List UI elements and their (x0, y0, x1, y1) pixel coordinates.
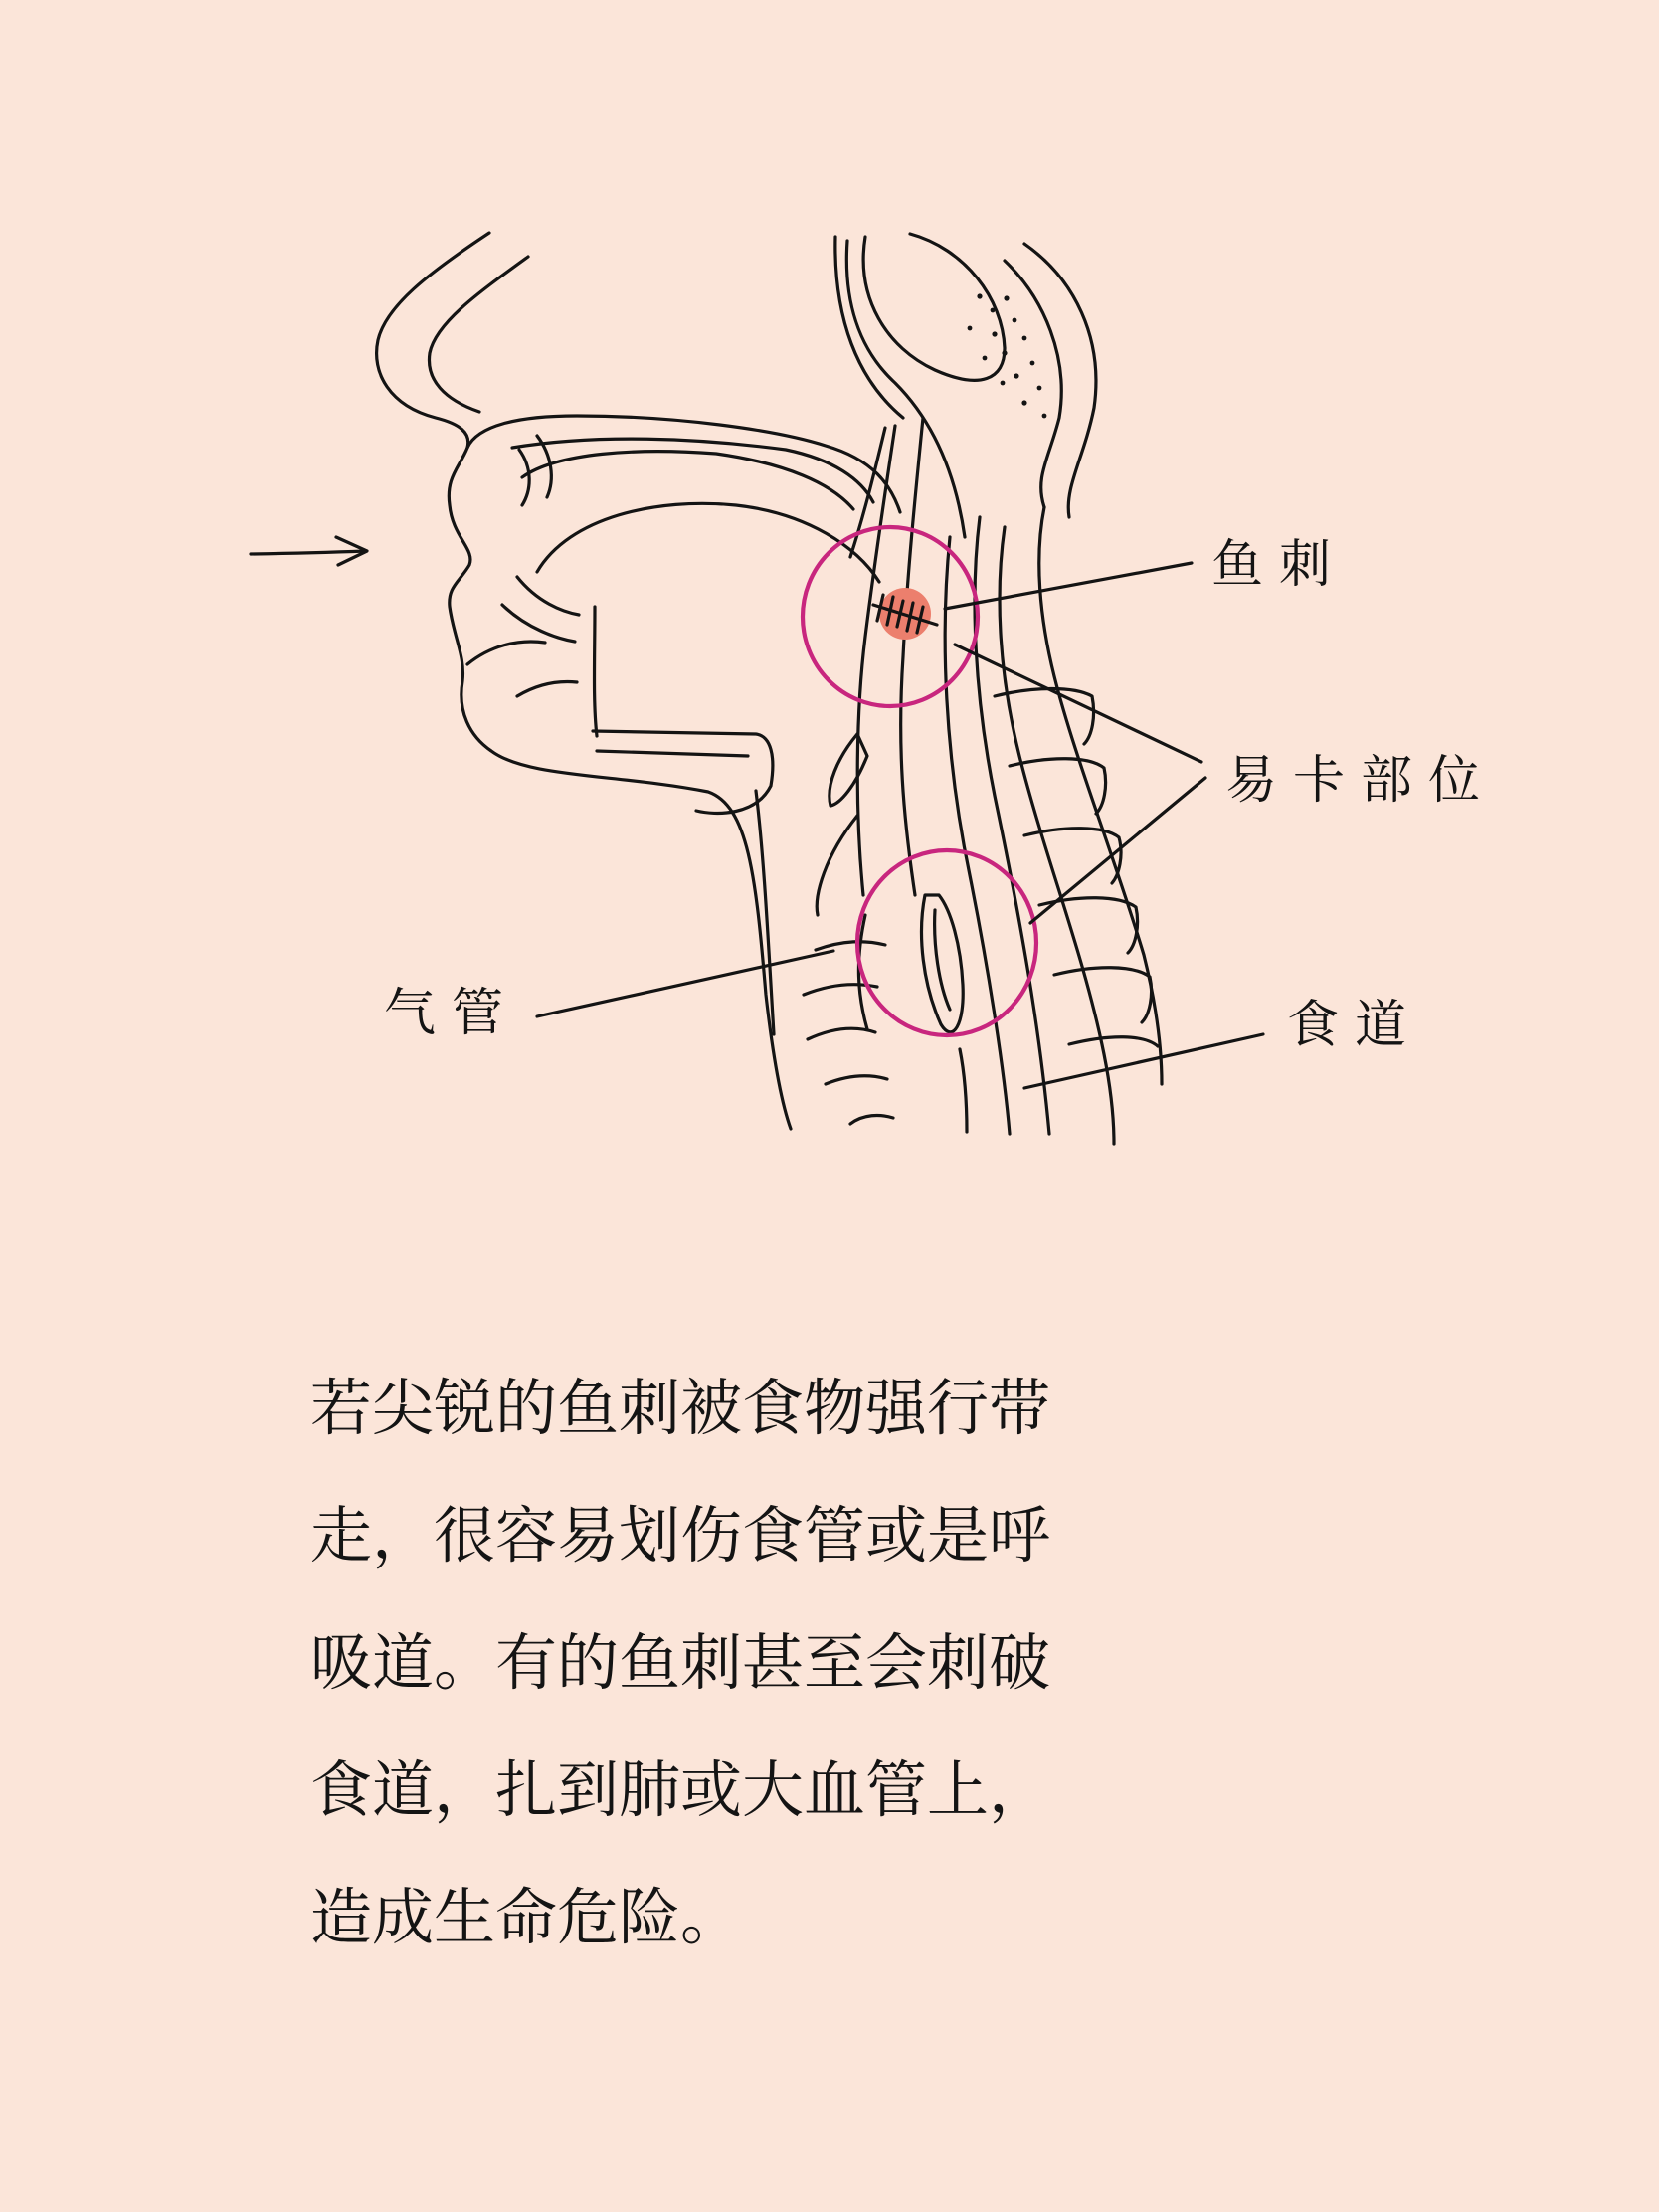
fish-bone-icon (873, 588, 937, 640)
callout-line-fish-bone (945, 563, 1192, 609)
callout-line-stuck-site-upper (955, 645, 1201, 762)
arrow-icon (251, 537, 367, 565)
caption-paragraph (310, 1345, 1225, 1981)
label-esophagus: 食道 (1287, 996, 1423, 1055)
label-trachea: 气管 (384, 984, 520, 1043)
callout-line-trachea (537, 951, 833, 1016)
stuck-site-ring-lower (857, 850, 1036, 1035)
caption-line: 走，很容易划伤食管或是呼 (310, 1499, 1051, 1571)
caption-line: 造成生命危险。 (310, 1881, 743, 1953)
nasal-cavity-outline (467, 416, 900, 512)
caption-line: 吸道。有的鱼刺甚至会刺破 (310, 1626, 1051, 1699)
caption-line: 若尖锐的鱼刺被食物强行带 (310, 1372, 1051, 1444)
bone-texture-dots (968, 293, 1047, 418)
label-fish-bone: 鱼刺 (1211, 535, 1348, 595)
callout-line-esophagus (1024, 1034, 1263, 1088)
caption-line: 食道，扎到肺或大血管上， (310, 1753, 1051, 1826)
label-stuck-site: 易卡部位 (1225, 751, 1497, 811)
